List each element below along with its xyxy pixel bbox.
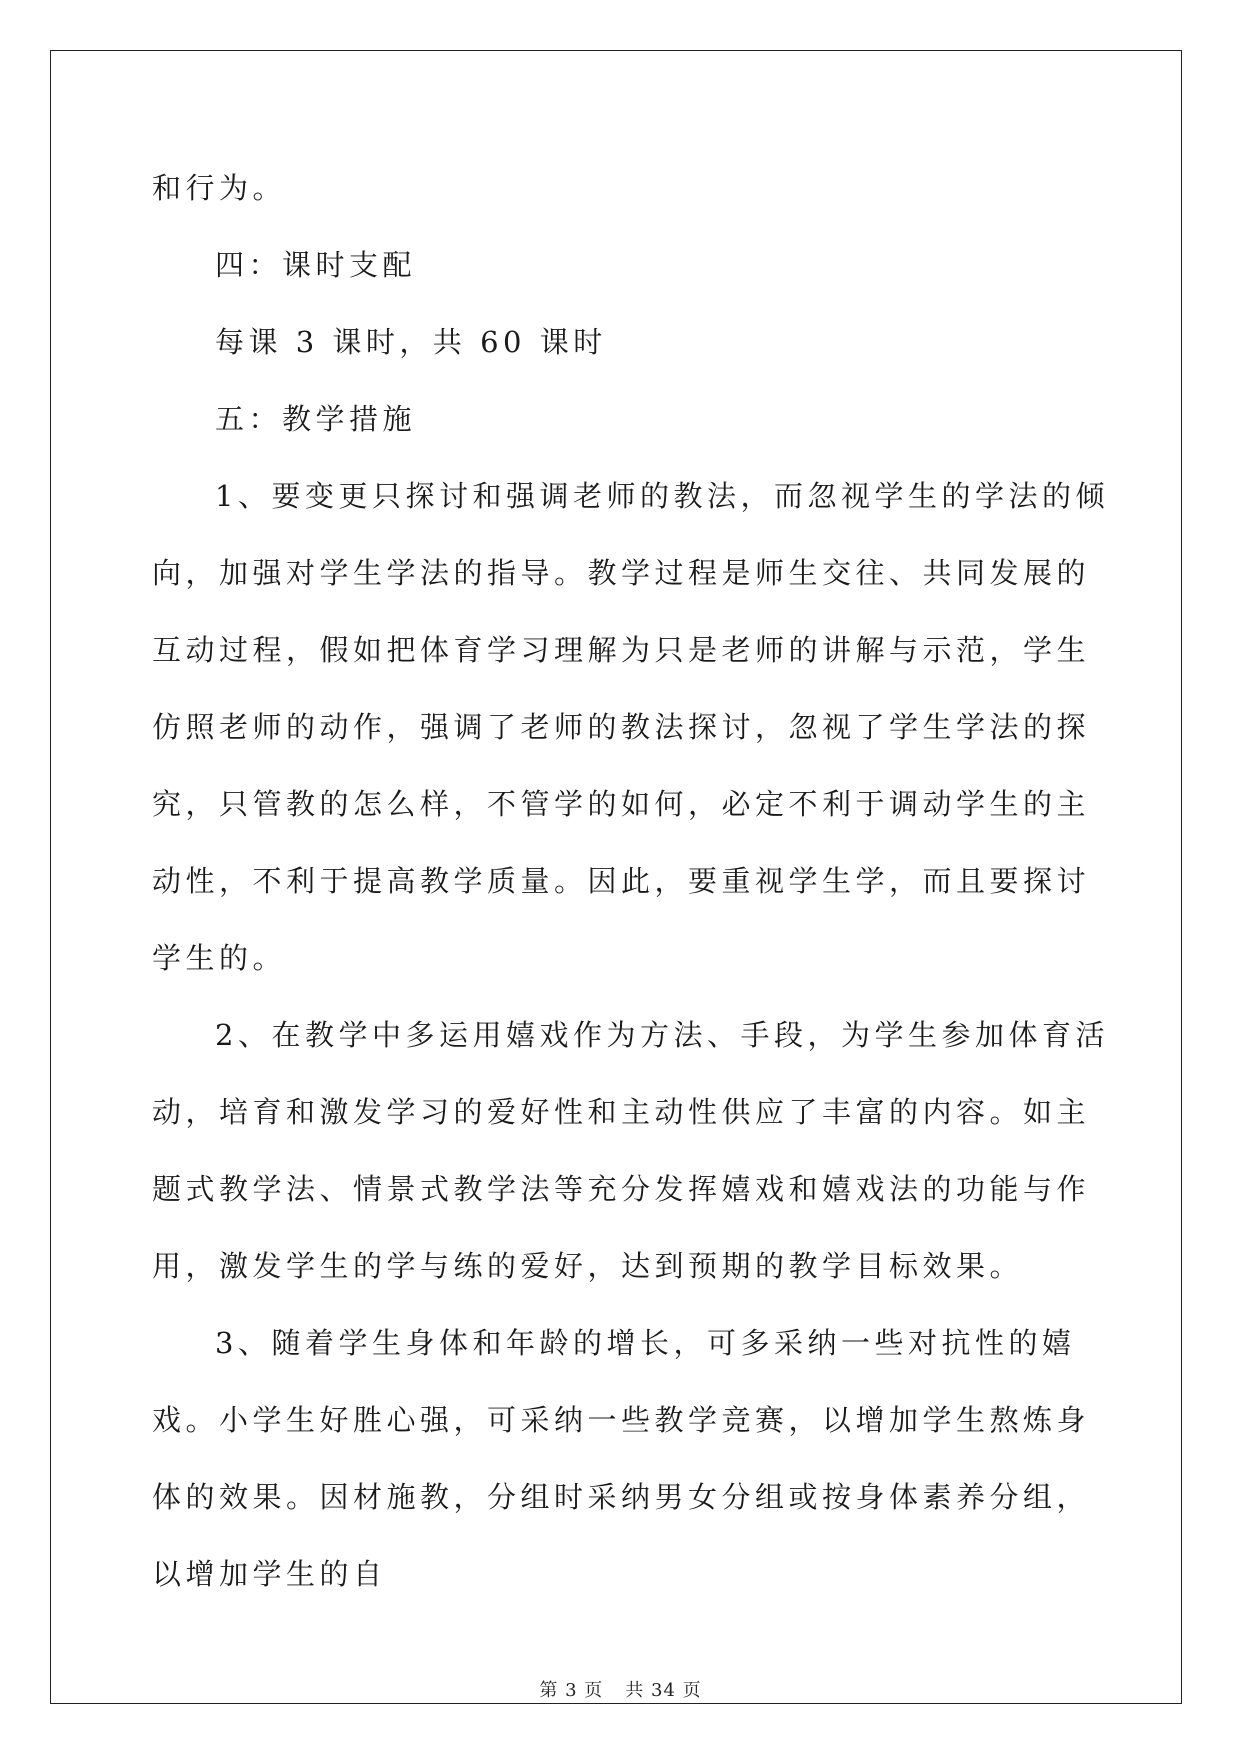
document-body [152, 150, 1112, 1613]
page-number: 第 3 页 [539, 1680, 604, 1701]
section-heading-measures: 五：教学措施 [215, 402, 417, 436]
page-footer [0, 1676, 1241, 1702]
paragraph-hours: 每课 3 课时，共 60 课时 [215, 325, 607, 359]
paragraph-continuation: 和行为。 [152, 171, 287, 205]
paragraph-measure-2: 2、在教学中多运用嬉戏作为方法、手段，为学生参加体育活动，培育和激发学习的爱好性和主动性供应了丰富的内容。如主题式教学法、情景式教学法等充分发挥嬉戏和嬉戏法的功能与作用，激发学生的学与练的爱好，达到预期的教学目标效果。 [152, 1018, 1109, 1283]
paragraph-measure-1: 1、要变更只探讨和强调老师的教法，而忽视学生的学法的倾向，加强对学生学法的指导。教学过程是师生交往、共同发展的互动过程，假如把体育学习理解为只是老师的讲解与示范，学生仿照老师的动作，强调了老师的教法探讨，忽视了学生学法的探究，只管教的怎么样，不管学的如何，必定不利于调动学生的主动性，不利于提高教学质量。因此，要重视学生学，而且要探讨学生的。 [152, 479, 1109, 975]
section-heading-schedule: 四：课时支配 [215, 248, 417, 282]
paragraph-measure-3: 3、随着学生身体和年龄的增长，可多采纳一些对抗性的嬉戏。小学生好胜心强，可采纳一些教学竞赛，以增加学生熬炼身体的效果。因材施教，分组时采纳男女分组或按身体素养分组，以增加学生的自 [152, 1326, 1091, 1591]
page-total: 共 34 页 [625, 1680, 702, 1701]
